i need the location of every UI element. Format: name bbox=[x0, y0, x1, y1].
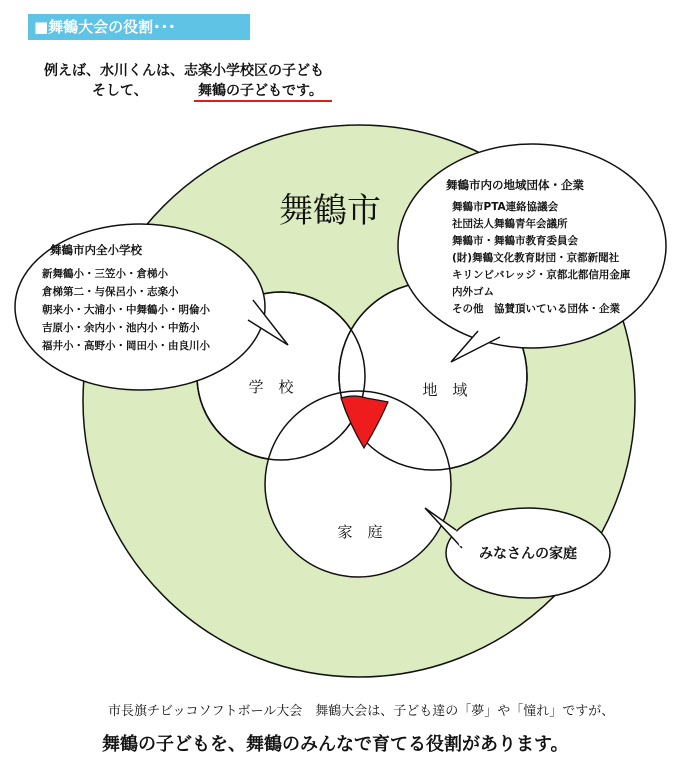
family-label: 家 庭 bbox=[337, 523, 383, 541]
schools-title: 舞鶴市内全小学校 bbox=[50, 243, 142, 257]
families-label: みなさんの家庭 bbox=[479, 546, 577, 562]
groups-line: キリンビバレッジ・京都北都信用金庫 bbox=[452, 269, 631, 281]
groups-line: 内外ゴム bbox=[452, 286, 494, 298]
groups-line: その他 協賛頂いている団体・企業 bbox=[452, 303, 620, 315]
schools-line: 吉原小・余内小・池内小・中筋小 bbox=[42, 322, 200, 334]
intro-line-2-highlight: 舞鶴の子どもです。 bbox=[198, 83, 323, 99]
schools-line: 朝来小・大浦小・中舞鶴小・明倫小 bbox=[42, 304, 210, 316]
groups-line: 社団法人舞鶴青年会議所 bbox=[452, 218, 568, 230]
intro-line-1: 例えば、水川くんは、志楽小学校区の子ども bbox=[44, 63, 324, 79]
schools-line: 倉梯第二・与保呂小・志楽小 bbox=[42, 286, 179, 298]
section-header: ■舞鶴大会の役割･･･ bbox=[28, 14, 250, 40]
schools-line: 福井小・高野小・岡田小・由良川小 bbox=[42, 340, 210, 352]
groups-line: 舞鶴市PTA連絡協議会 bbox=[452, 201, 559, 213]
footer-line-2: 舞鶴の子どもを、舞鶴のみんなで育てる役割があります。 bbox=[102, 734, 569, 755]
community-label: 地 域 bbox=[422, 381, 468, 399]
footer-line-1: 市長旗チビッコソフトボール大会 舞鶴大会は、子ども達の「夢」や「憧れ」ですが、 bbox=[108, 704, 615, 719]
groups-line: 舞鶴市・舞鶴市教育委員会 bbox=[452, 235, 578, 247]
groups-line: (財)舞鶴文化教育財団・京都新聞社 bbox=[452, 252, 620, 264]
groups-title: 舞鶴市内の地域団体・企業 bbox=[446, 178, 584, 192]
schools-line: 新舞鶴小・三笠小・倉梯小 bbox=[42, 268, 168, 280]
maizuru-city-label: 舞鶴市 bbox=[279, 191, 381, 231]
school-label: 学 校 bbox=[248, 378, 294, 396]
intro-line-2-prefix: そして、 bbox=[92, 83, 148, 99]
